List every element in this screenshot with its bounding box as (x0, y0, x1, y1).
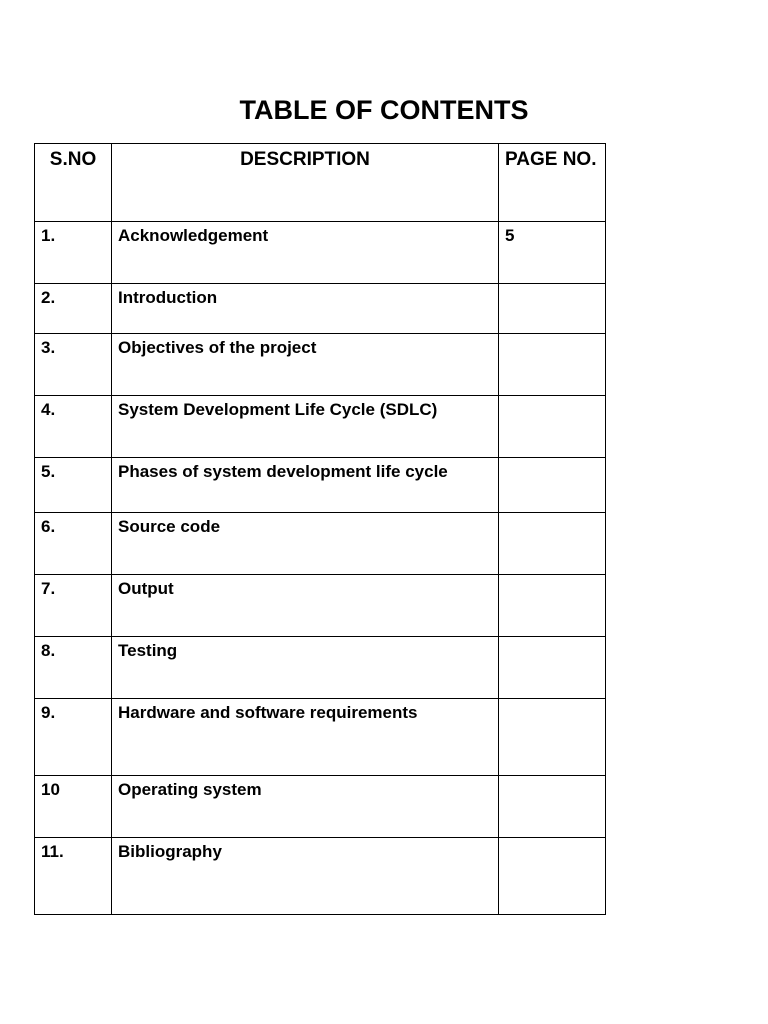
row-description: System Development Life Cycle (SDLC) (112, 396, 499, 458)
row-sno: 1. (35, 222, 112, 284)
row-description: Hardware and software requirements (112, 699, 499, 776)
table-of-contents (34, 143, 606, 915)
row-description: Phases of system development life cycle (112, 458, 499, 513)
table-row (35, 838, 606, 915)
row-description: Operating system (112, 776, 499, 838)
header-description: DESCRIPTION (112, 144, 499, 222)
row-sno: 2. (35, 284, 112, 334)
row-page-no (499, 458, 606, 513)
row-description: Source code (112, 513, 499, 575)
row-description: Acknowledgement (112, 222, 499, 284)
row-sno: 4. (35, 396, 112, 458)
row-sno: 10 (35, 776, 112, 838)
table-row (35, 284, 606, 334)
table-row (35, 637, 606, 699)
row-page-no (499, 284, 606, 334)
row-page-no: 5 (499, 222, 606, 284)
table-row (35, 575, 606, 637)
table-row (35, 776, 606, 838)
row-sno: 8. (35, 637, 112, 699)
row-page-no (499, 838, 606, 915)
row-sno: 9. (35, 699, 112, 776)
row-description: Bibliography (112, 838, 499, 915)
header-page-no: PAGE NO. (499, 144, 606, 222)
table-header-row (35, 144, 606, 222)
header-sno: S.NO (35, 144, 112, 222)
table-row (35, 699, 606, 776)
table-row (35, 334, 606, 396)
table-row (35, 396, 606, 458)
row-description: Output (112, 575, 499, 637)
row-sno: 3. (35, 334, 112, 396)
row-sno: 6. (35, 513, 112, 575)
row-page-no (499, 637, 606, 699)
table-row (35, 458, 606, 513)
row-sno: 7. (35, 575, 112, 637)
table-row (35, 513, 606, 575)
row-description: Testing (112, 637, 499, 699)
row-page-no (499, 334, 606, 396)
row-page-no (499, 396, 606, 458)
row-sno: 11. (35, 838, 112, 915)
row-page-no (499, 575, 606, 637)
row-page-no (499, 699, 606, 776)
table-row (35, 222, 606, 284)
row-page-no (499, 776, 606, 838)
row-page-no (499, 513, 606, 575)
page-title: TABLE OF CONTENTS (239, 95, 529, 125)
row-description: Introduction (112, 284, 499, 334)
row-description: Objectives of the project (112, 334, 499, 396)
row-sno: 5. (35, 458, 112, 513)
